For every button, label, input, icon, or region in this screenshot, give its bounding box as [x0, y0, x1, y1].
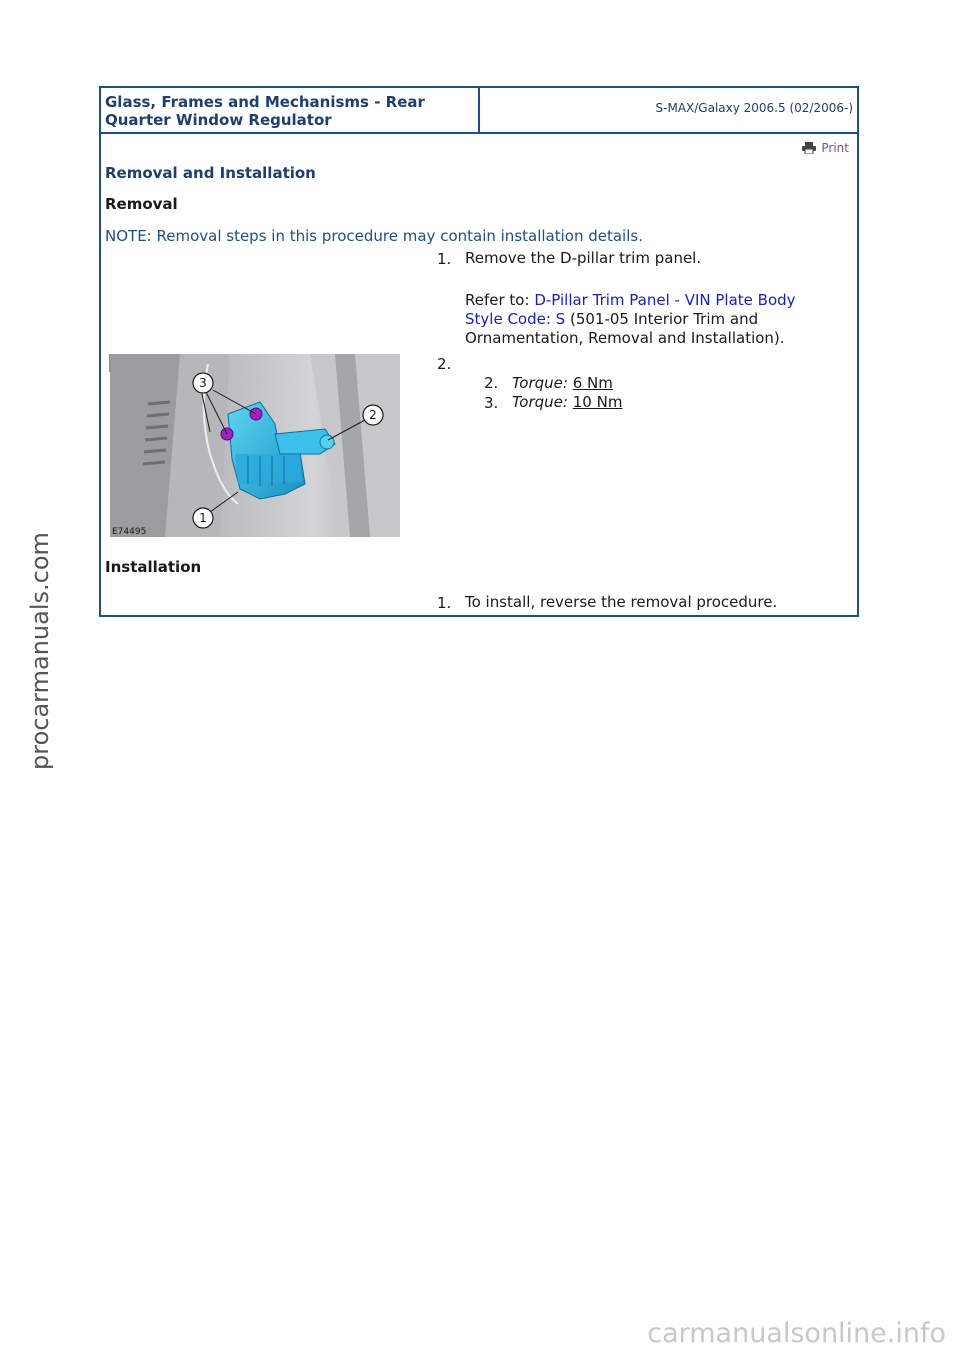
torque-value: 6 Nm — [572, 374, 613, 392]
header-row — [101, 88, 857, 134]
figure-code: E74495 — [112, 527, 147, 537]
document-frame — [99, 86, 859, 617]
torque-line — [512, 393, 622, 412]
refer-suffix: (501-05 Interior Trim and Ornamentation, Removal and Installation). — [465, 310, 785, 347]
callout-1: 1 — [199, 511, 207, 525]
model-label: S-MAX/Galaxy 2006.5 (02/2006-) — [655, 101, 853, 115]
header-title-cell — [101, 88, 480, 132]
torque-label: Torque: — [512, 374, 568, 392]
refer-to-text — [465, 291, 835, 348]
component-illustration — [110, 354, 400, 537]
step-number: 1. — [437, 250, 452, 268]
sub-step-number: 2. — [484, 374, 499, 392]
torque-line — [512, 374, 613, 393]
step-text: To install, reverse the removal procedure. — [465, 593, 778, 611]
torque-label: Torque: — [512, 393, 568, 411]
printer-icon — [802, 142, 816, 154]
callout-3: 3 — [199, 376, 207, 390]
side-watermark: procarmanuals.com — [26, 532, 54, 770]
section-title: Removal and Installation — [105, 164, 316, 182]
refer-link[interactable]: D-Pillar Trim Panel - VIN Plate Body Style Code: S — [465, 291, 796, 328]
refer-prefix: Refer to: — [465, 291, 535, 309]
print-label: Print — [821, 141, 849, 155]
step-text: Remove the D-pillar trim panel. — [465, 249, 702, 267]
print-button[interactable] — [802, 141, 849, 155]
callout-2: 2 — [369, 408, 377, 422]
step-number: 2. — [437, 355, 452, 373]
sub-step-number: 3. — [484, 394, 499, 412]
page-title: Glass, Frames and Mechanisms - Rear Quarter Window Regulator — [105, 93, 425, 129]
installation-heading: Installation — [105, 558, 202, 576]
removal-note: NOTE: Removal steps in this procedure may contain installation details. — [105, 227, 643, 245]
footer-watermark: carmanualsonline.info — [647, 1318, 946, 1349]
torque-value: 10 Nm — [572, 393, 623, 411]
removal-heading: Removal — [105, 195, 178, 213]
step-number: 1. — [437, 594, 452, 612]
